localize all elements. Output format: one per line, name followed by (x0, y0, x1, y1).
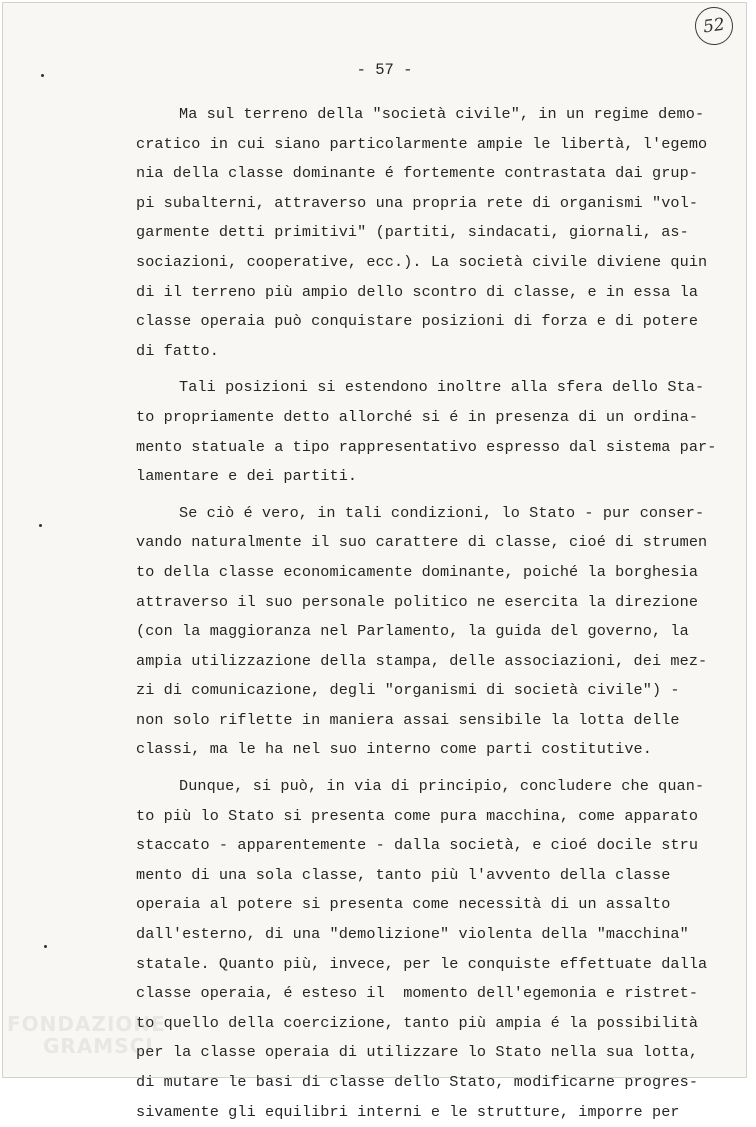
text-line: zi di comunicazione, degli "organismi di società civile") - (136, 681, 680, 700)
text-line: to più lo Stato si presenta come pura macchina, come apparato (136, 806, 699, 825)
text-line: garmente detti primitivi" (partiti, sindacati, giornali, as- (136, 223, 689, 242)
archive-watermark (7, 1013, 166, 1057)
page-number: - 57 - (356, 61, 413, 79)
text-line: dall'esterno, di una "demolizione" violenta della "macchina" (136, 925, 689, 944)
margin-mark (44, 945, 47, 948)
text-line: di il terreno più ampio dello scontro di classe, e in essa la (136, 282, 699, 301)
typewritten-body (136, 100, 717, 1127)
text-line: Se ciò é vero, in tali condizioni, lo Stato - pur conser- (179, 503, 705, 522)
margin-mark (39, 524, 42, 527)
watermark-line: GRAMSCI (43, 1034, 154, 1058)
paragraph-gap (136, 492, 696, 499)
text-line: to propriamente detto allorché si é in presenza di un ordina- (136, 407, 699, 426)
text-line: Ma sul terreno della "società civile", in un regime demo- (179, 105, 705, 123)
watermark-line: FONDAZIONE (7, 1012, 166, 1036)
text-line: to della classe economicamente dominante, poiché la borghesia (136, 562, 699, 581)
text-line: lamentare e dei partiti. (136, 467, 358, 486)
text-line: Dunque, si può, in via di principio, concludere che quan- (179, 777, 705, 796)
text-line: di fatto. (136, 341, 219, 360)
text-line: per la classe operaia di utilizzare lo Stato nella sua lotta, (136, 1043, 699, 1062)
text-line: cratico in cui siano particolarmente ampie le libertà, l'egemo (136, 134, 708, 153)
paragraph-gap (136, 366, 696, 373)
text-line: operaia al potere si presenta come necessità di un assalto (136, 895, 671, 914)
text-line: vando naturalmente il suo carattere di classe, cioé di strumen (136, 533, 708, 552)
text-line: sivamente gli equilibri interni e le strutture, imporre per (136, 1102, 680, 1121)
text-line: pi subalterni, attraverso una propria rete di organismi "vol- (136, 193, 699, 212)
paragraph-gap (136, 765, 696, 772)
text-line: to quello della coercizione, tanto più ampia é la possibilità (136, 1013, 699, 1032)
text-line: (con la maggioranza nel Parlamento, la guida del governo, la (136, 622, 689, 641)
paragraph (136, 499, 708, 765)
text-line: mento di una sola classe, tanto più l'avvento della classe (136, 865, 671, 884)
margin-mark (41, 74, 44, 77)
paragraph (136, 772, 708, 1127)
text-line: classe operaia, é esteso il momento dell'egemonia e ristret- (136, 984, 699, 1003)
text-line: ampia utilizzazione della stampa, delle associazioni, dei mez- (136, 651, 708, 670)
text-line: di mutare le basi di classe dello Stato, modificarne progres- (136, 1073, 699, 1091)
paragraph (136, 373, 717, 491)
text-line: statale. Quanto più, invece, per le conquiste effettuate dalla (136, 954, 708, 973)
text-line: nia della classe dominante é fortemente contrastata dai grup- (136, 164, 699, 183)
text-line: Tali posizioni si estendono inoltre alla sfera dello Sta- (179, 378, 705, 397)
paragraph (136, 100, 708, 366)
text-line: sociazioni, cooperative, ecc.). La società civile diviene quin (136, 252, 708, 271)
text-line: non solo riflette in maniera assai sensibile la lotta delle (136, 710, 680, 729)
text-line: mento statuale a tipo rappresentativo espresso dal sistema par- (136, 437, 717, 456)
text-line: classi, ma le ha nel suo interno come parti costitutive. (136, 740, 652, 759)
document-page (2, 2, 747, 1121)
text-line: classe operaia può conquistare posizioni di forza e di potere (136, 312, 699, 331)
archive-folio-mark: 52 (693, 5, 736, 48)
text-line: attraverso il suo personale politico ne esercita la direzione (136, 592, 699, 611)
text-line: staccato - apparentemente - dalla società, e cioé docile stru (136, 836, 699, 855)
